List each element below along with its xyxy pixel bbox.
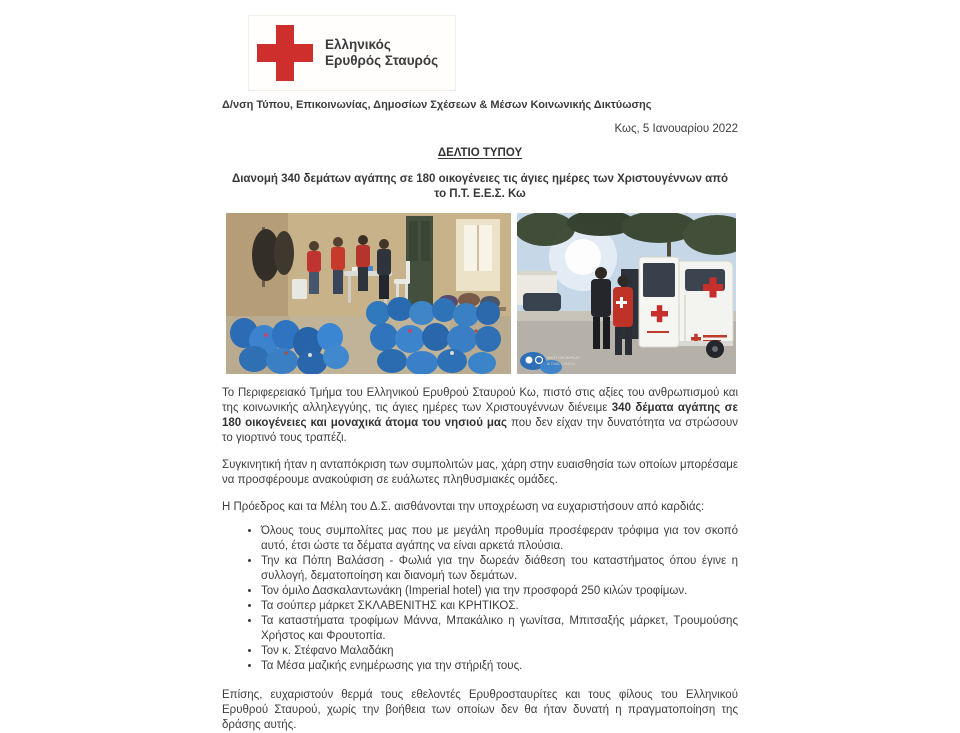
camera-watermark-line1: SHOT ON MI PLAY: [547, 356, 580, 360]
list-item: • Την κα Πόπη Βαλάσση - Φωλιά για την δωρεάν διάθεση του καταστήματος όπου έγινε η συλλογή, δεματοποίηση και διανομή των δεμάτων.: [261, 554, 738, 584]
list-item: • Τα Μέσα μαζικής ενημέρωσης για την στήριξή τους.: [261, 659, 738, 674]
press-release-heading: ΔΕΛΤΙΟ ΤΥΠΟΥ: [437, 147, 523, 159]
acknowledgements-list: [222, 524, 738, 674]
body-paragraph-2: Συγκινητική ήταν η ανταπόκριση των συμπολιτών μας, χάρη στην ευαισθησία των οποίων μπορέσαμε να προσφέρουμε ανακούφιση σε ευάλωτες πληθυσμιακές ομάδες.: [222, 459, 739, 486]
list-item: • Τα σούπερ μάρκετ ΣΚΛΑΒΕΝΙΤΗΣ και ΚΡΗΤΙΚΟΣ.: [261, 599, 738, 614]
logo-org-name-line2: Ερυθρός Σταυρός: [325, 53, 439, 68]
photo-parcel-distribution-room: [226, 213, 511, 374]
green-door: [406, 216, 433, 313]
department-line: Δ/νση Τύπου, Επικοινωνίας, Δημοσίων Σχέσεων & Μέσων Κοινωνικής Δικτύωσης: [222, 99, 652, 111]
camera-watermark-line2: AI DUAL CAMERA: [547, 362, 576, 366]
parked-car: [523, 293, 561, 311]
paragraph-1-bold-text: 340 δέματα αγάπης σε 180 οικογένειες και μοναχικά άτομα του νησιού μας: [222, 402, 738, 429]
press-release-page: [222, 0, 738, 733]
dateline: Κως, 5 Ιανουαρίου 2022: [614, 123, 738, 135]
list-item: • Τον όμιλο Δασκαλαντωνάκη (Imperial hotel) για την προσφορά 250 κιλών τροφίμων.: [261, 584, 738, 599]
watermark-dot-filled: [526, 357, 533, 364]
open-rear-door: [639, 257, 679, 347]
red-cross-logo: [248, 15, 456, 91]
photo-row: [226, 213, 738, 374]
white-chair-left: [292, 279, 307, 299]
list-item: • Τον κ. Στέφανο Μαλαδάκη: [261, 644, 738, 659]
logo-org-name: [325, 37, 438, 69]
blue-parcels-left: [230, 318, 349, 374]
list-item: • Όλους τους συμπολίτες μας που με μεγάλη προθυμία προσέφεραν τρόφιμα για τον σκοπό αυτό, έτσι ώστε τα δέματα αγάπης να είναι αρκετά πλούσια.: [261, 524, 738, 554]
logo-org-name-line1: Ελληνικός: [325, 37, 391, 52]
list-item: • Τα καταστήματα τροφίμων Μάννα, Μπακάλικο η γωνίτσα, Μπιτσαξής μάρκετ, Τρουμούσης Χρήστος και Φρουτοπία.: [261, 614, 738, 644]
body-paragraph-3: Η Πρόεδρος και τα Μέλη του Δ.Σ. αισθάνονται την υποχρέωση να ευχαριστήσουν από καρδιάς:: [222, 501, 705, 513]
window: [456, 219, 500, 291]
paragraph-1-tail-text: που δεν είχαν την δυνατότητα να στρώσουν το γιορτινό τους τραπέζι.: [222, 417, 738, 444]
blue-parcels-right: [366, 297, 501, 374]
red-cross-icon: [257, 25, 313, 81]
body-paragraph-1: [222, 386, 738, 446]
photo-red-cross-van: [517, 213, 736, 374]
document-title: Διανομή 340 δεμάτων αγάπης σε 180 οικογένειες τις άγιες ημέρες των Χριστουγέννων από το Π.Τ. Ε.Ε.Σ. Κω: [231, 173, 729, 200]
paragraph-1-text: Το Περιφερειακό Τμήμα του Ελληνικού Ερυθρού Σταυρού Κω, πιστό στις αξίες του ανθρωπισμού και της κοινωνικής αλληλεγγύης, τις άγιες ημέρες των Χριστουγέννων διένειμε: [222, 387, 738, 414]
body-paragraph-4: Επίσης, ευχαριστούν θερμά τους εθελοντές Ερυθροσταυρίτες και τους φίλους του Ελληνικού Ερυθρού Σταυρού, χωρίς την βοήθεια των οποίων δεν θα ήταν δυνατή η πραγματοποίηση της δράσης αυτής.: [222, 689, 738, 731]
